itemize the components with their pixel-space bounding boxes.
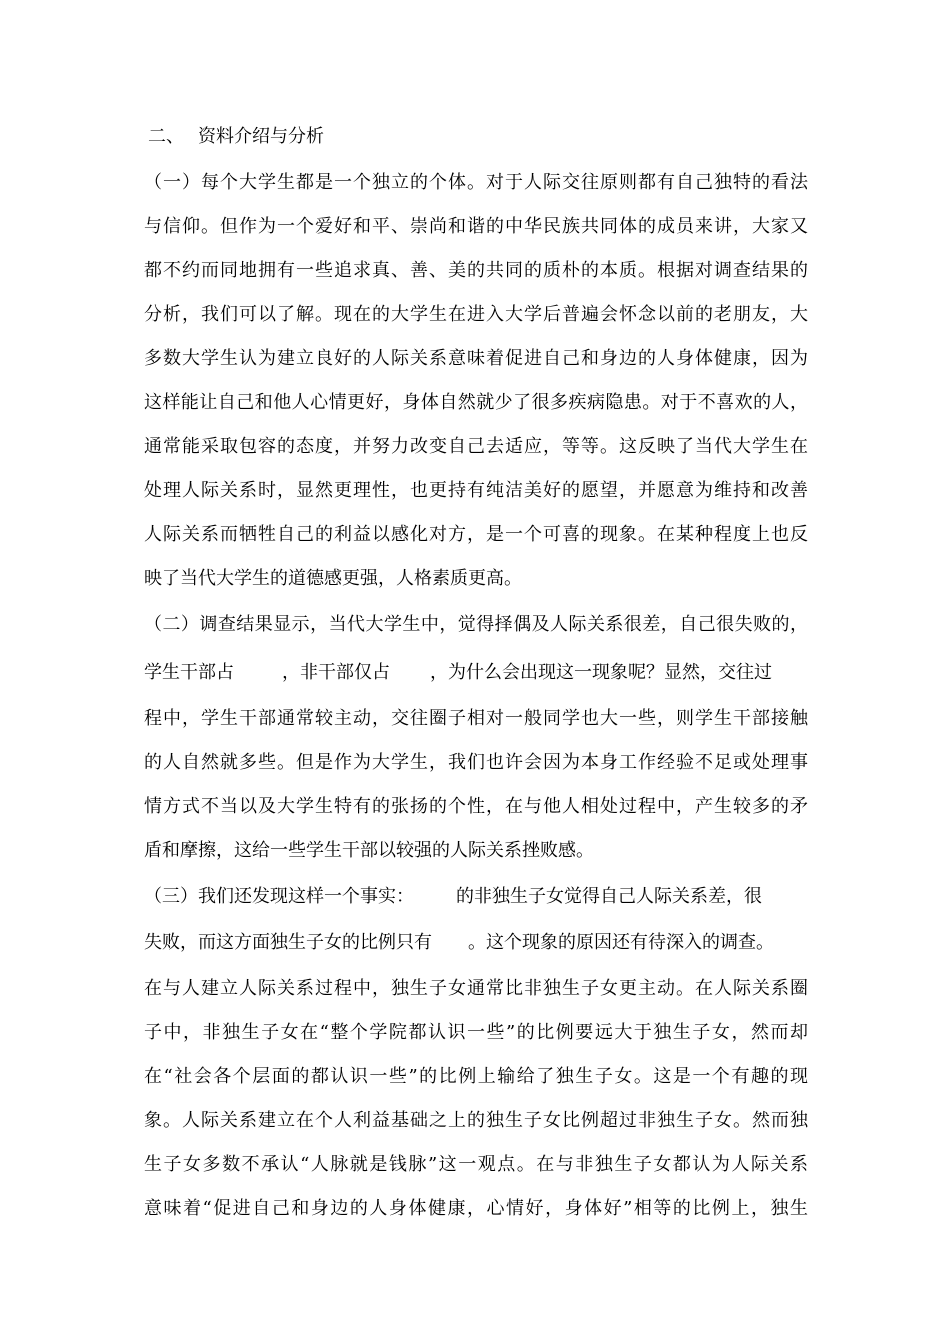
paragraph-1-line-2: 与信仰。但作为一个爱好和平、崇尚和谐的中华民族共同体的成员来讲，大家又 xyxy=(144,216,808,237)
question-text: ，为什么会出现这一现象呢？显然，交往过 xyxy=(430,662,772,683)
paragraph-2-line-3: 程中，学生干部通常较主动，交往圈子相对一般同学也大一些，则学生干部接触 xyxy=(144,708,808,729)
paragraph-1-line-10: 映了当代大学生的道德感更强，人格素质更高。 xyxy=(144,568,522,589)
heading-number: 二、 xyxy=(148,126,184,147)
heading-title: 资料介绍与分析 xyxy=(198,126,324,147)
cadre-text: 学生干部占 xyxy=(144,662,234,683)
paragraph-1-line-9: 人际关系而牺牲自己的利益以感化对方，是一个可喜的现象。在某种程度上也反 xyxy=(144,524,808,545)
investigation-text: 。这个现象的原因还有待深入的调查。 xyxy=(468,932,774,953)
paragraph-2-line-2 xyxy=(144,660,808,686)
paragraph-1-line-4: 分析，我们可以了解。现在的大学生在进入大学后普遍会怀念以前的老朋友，大 xyxy=(144,304,808,325)
paragraph-1-line-3: 都不约而同地拥有一些追求真、善、美的共同的质朴的本质。根据对调查结果的 xyxy=(144,260,808,281)
non-cadre-text: ，非干部仅占 xyxy=(282,662,390,683)
section-heading xyxy=(148,124,324,150)
paragraph-3-line-4: 子中，非独生子女在“整个学院都认识一些”的比例要远大于独生子女，然而却 xyxy=(144,1022,808,1043)
paragraph-1-line-7: 通常能采取包容的态度，并努力改变自己去适应，等等。这反映了当代大学生在 xyxy=(144,436,808,457)
paragraph-3-line-2 xyxy=(144,930,808,956)
paragraph-1-line-1: （一）每个大学生都是一个独立的个体。对于人际交往原则都有自己独特的看法 xyxy=(144,172,808,193)
paragraph-3-line-1 xyxy=(144,884,808,910)
paragraph-3-line-3: 在与人建立人际关系过程中，独生子女通常比非独生子女更主动。在人际关系圈 xyxy=(144,978,808,999)
non-only-child-text: 的非独生子女觉得自己人际关系差，很 xyxy=(456,886,762,907)
paragraph-1-line-8: 处理人际关系时，显然更理性，也更持有纯洁美好的愿望，并愿意为维持和改善 xyxy=(144,480,808,501)
paragraph-3-line-6: 象。人际关系建立在个人利益基础之上的独生子女比例超过非独生子女。然而独 xyxy=(144,1110,808,1131)
paragraph-2-line-5: 情方式不当以及大学生特有的张扬的个性，在与他人相处过程中，产生较多的矛 xyxy=(144,796,808,817)
paragraph-2-line-6: 盾和摩擦，这给一些学生干部以较强的人际关系挫败感。 xyxy=(144,840,594,861)
fact-text: （三）我们还发现这样一个事实： xyxy=(144,886,414,907)
paragraph-1-line-6: 这样能让自己和他人心情更好，身体自然就少了很多疾病隐患。对于不喜欢的人， xyxy=(144,392,808,413)
only-child-text: 失败，而这方面独生子女的比例只有 xyxy=(144,932,432,953)
paragraph-2-line-1: （二）调查结果显示，当代大学生中，觉得择偶及人际关系很差，自己很失败的， xyxy=(144,614,808,635)
paragraph-3-line-7: 生子女多数不承认“人脉就是钱脉”这一观点。在与非独生子女都认为人际关系 xyxy=(144,1154,808,1175)
paragraph-3-line-5: 在“社会各个层面的都认识一些”的比例上输给了独生子女。这是一个有趣的现 xyxy=(144,1066,808,1087)
paragraph-2-line-4: 的人自然就多些。但是作为大学生，我们也许会因为本身工作经验不足或处理事 xyxy=(144,752,808,773)
paragraph-3-line-8: 意味着“促进自己和身边的人身体健康，心情好，身体好”相等的比例上，独生 xyxy=(144,1198,808,1219)
paragraph-1-line-5: 多数大学生认为建立良好的人际关系意味着促进自己和身边的人身体健康，因为 xyxy=(144,348,808,369)
